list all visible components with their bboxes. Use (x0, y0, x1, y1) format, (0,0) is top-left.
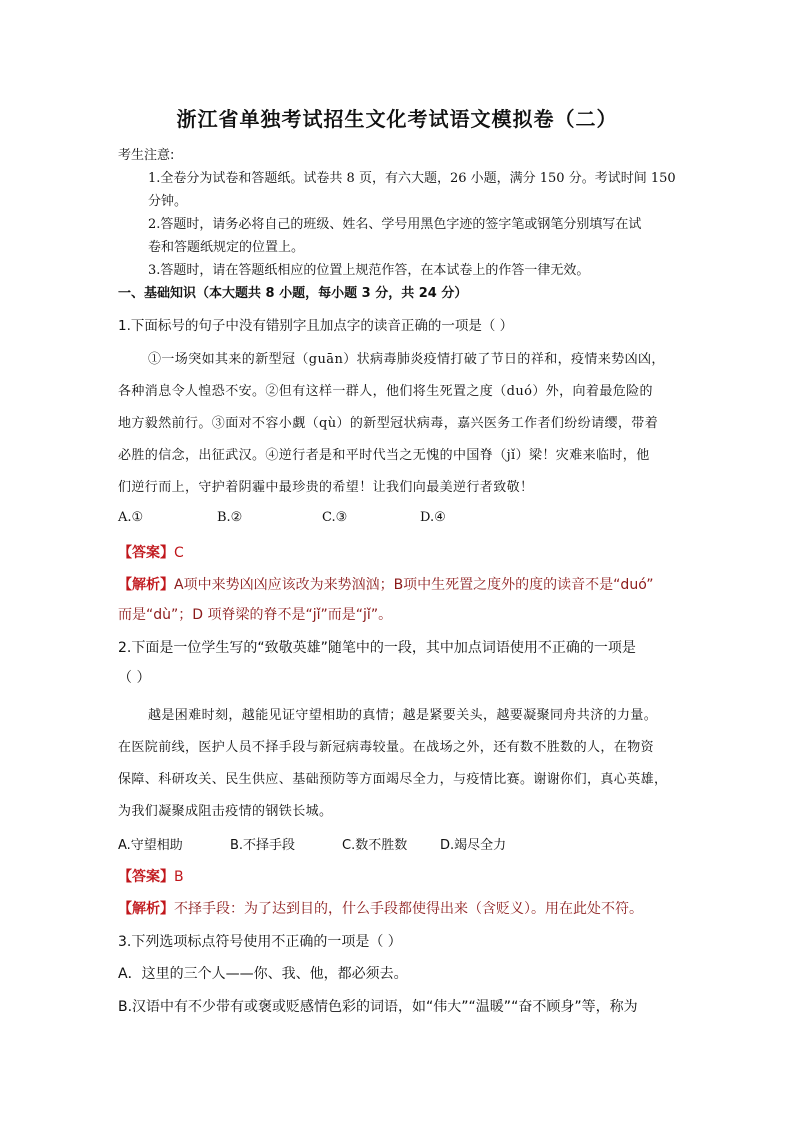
notice-item: 3.答题时，请在答题纸相应的位置上规范作答，在本试卷上的作答一律无效。 (148, 263, 590, 278)
answer-line (118, 866, 184, 886)
answer-value: C (174, 545, 184, 561)
analysis-label: 【解析】 (118, 577, 174, 593)
analysis-line (118, 898, 643, 918)
passage-line: 们逆行而上，守护着阴霾中最珍贵的希望！让我们向最美逆行者致敬！ (118, 480, 534, 495)
analysis-text: 不择手段：为了达到目的，什么手段都使得出来（含贬义）。用在此处不符。 (174, 901, 643, 917)
question-stem: 2.下面是一位学生写的“致敬英雄”随笔中的一段，其中加点词语使用不正确的一项是 (118, 640, 636, 656)
passage-line: 各种消息令人惶恐不安。②但有这样一群人，他们将生死置之度（duó）外，向着最危险的 (118, 384, 653, 399)
question-stem: （ ） (118, 670, 151, 686)
answer-line (118, 542, 184, 562)
question-stem: 3.下列选项标点符号使用不正确的一项是（ ） (118, 934, 402, 950)
passage-line: 在医院前线，医护人员不择手段与新冠病毒较量。在战场之外，还有数不胜数的人，在物资 (118, 740, 655, 755)
option-a: A．这里的三个人——你、我、他，都必须去。 (118, 966, 408, 982)
notice-item: 1.全卷分为试卷和答题纸。试卷共 8 页，有六大题，26 小题，满分 150 分。考试时间 150 (148, 171, 676, 186)
page-title: 浙江省单独考试招生文化考试语文模拟卷（二） (176, 107, 618, 131)
answer-label: 【答案】 (118, 869, 174, 885)
option-d: D.④ (420, 510, 446, 525)
section-heading: 一、基础知识（本大题共 8 小题，每小题 3 分，共 24 分） (118, 286, 468, 301)
answer-label: 【答案】 (118, 545, 174, 561)
option-c: C.数不胜数 (342, 838, 408, 853)
passage-line: 为我们凝聚成阻击疫情的钢铁长城。 (118, 804, 333, 819)
option-a: A.① (118, 510, 144, 525)
option-b: B.汉语中有不少带有或褒或贬感情色彩的词语，如“伟大”“温暖”“奋不顾身”等，称为 (118, 999, 638, 1015)
analysis-text: A项中来势凶凶应该改为来势汹汹；B项中生死置之度外的度的读音不是“duó” (174, 577, 654, 593)
notice-item: 分钟。 (148, 194, 188, 209)
option-b: B.不择手段 (230, 838, 296, 853)
option-d: D.竭尽全力 (440, 838, 507, 853)
option-c: C.③ (322, 510, 348, 525)
option-a: A.守望相助 (118, 838, 183, 853)
passage-line: 地方毅然前行。③面对不容小觑（qù）的新型冠状病毒，嘉兴医务工作者们纷纷请缨，带着 (118, 416, 659, 431)
passage-line: 必胜的信念，出征武汉。④逆行者是和平时代当之无愧的中国脊（jǐ）梁！灾难来临时，他 (118, 448, 650, 463)
passage-line: 越是困难时刻，越能见证守望相助的真情；越是紧要关头，越要凝聚同舟共济的力量。 (148, 708, 658, 723)
notice-heading: 考生注意: (118, 148, 175, 163)
notice-item: 卷和答题纸规定的位置上。 (148, 240, 305, 255)
notice-item: 2.答题时，请务必将自己的班级、姓名、学号用黑色字迹的签字笔或钢笔分别填写在试 (148, 217, 642, 232)
answer-value: B (174, 869, 184, 885)
analysis-line (118, 574, 654, 594)
passage-line: ①一场突如其来的新型冠（guān）状病毒肺炎疫情打破了节日的祥和，疫情来势凶凶， (148, 352, 665, 367)
analysis-label: 【解析】 (118, 901, 174, 917)
analysis-text: 而是“dù”；D 项脊梁的脊不是“jǐ”而是“jǐ”。 (118, 607, 393, 623)
question-stem: 1.下面标号的句子中没有错别字且加点字的读音正确的一项是（ ） (118, 318, 514, 334)
option-b: B.② (217, 510, 243, 525)
passage-line: 保障、科研攻关、民生供应、基础预防等方面竭尽全力，与疫情比赛。谢谢你们，真心英雄， (118, 772, 668, 787)
